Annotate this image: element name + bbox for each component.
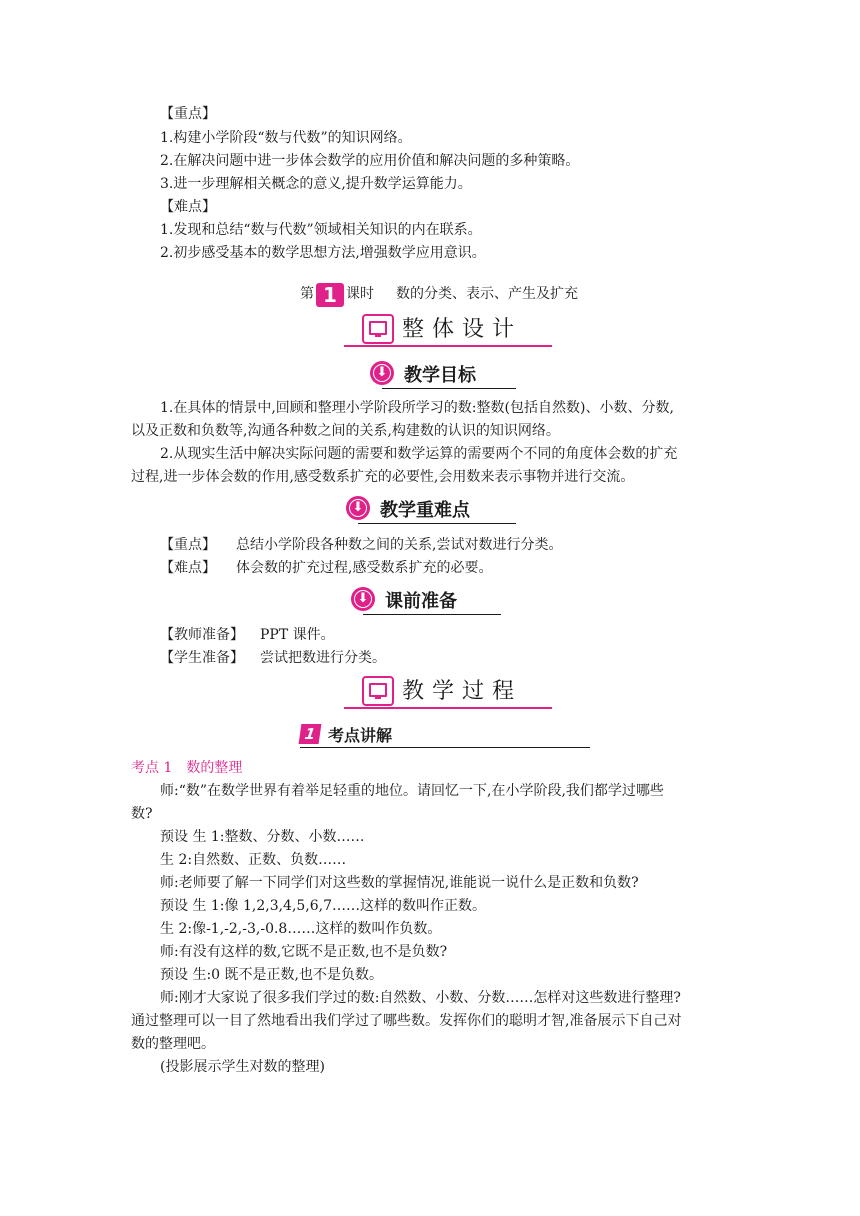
key-focus-row xyxy=(160,535,562,555)
teacher-prep-row xyxy=(160,625,335,645)
process-line-4: 生 2:自然数、正数、负数…… xyxy=(160,852,347,868)
process-line-10: 师:刚才大家说了很多我们学过的数:自然数、小数、分数……怎样对这些数进行整理? xyxy=(160,990,681,1006)
subsection-goals xyxy=(370,361,520,391)
subsection-title: 教学目标 xyxy=(404,365,476,386)
process-line-6: 预设 生 1:像 1,2,3,4,5,6,7……这样的数叫作正数。 xyxy=(160,898,487,914)
focus-title: 【重点】 xyxy=(160,106,216,122)
section-overall-design xyxy=(362,310,562,350)
key-focus-label: 【重点】 xyxy=(160,537,216,553)
down-arrow-circle-icon: ⬇ xyxy=(351,587,375,611)
process-line-5: 师:老师要了解一下同学们对这些数的掌握情况,谁能说一说什么是正数和负数? xyxy=(160,875,639,891)
process-line-3: 预设 生 1:整数、分数、小数…… xyxy=(160,829,365,845)
process-line-9: 预设 生:0 既不是正数,也不是负数。 xyxy=(160,967,383,983)
subsection-preparation xyxy=(351,587,511,617)
section-title: 整体设计 xyxy=(402,317,523,342)
lesson-number-badge: 1 xyxy=(316,283,344,307)
section-divider xyxy=(344,707,552,709)
section-teaching-process xyxy=(362,672,562,712)
goal-line-4: 过程,进一步体会数的作用,感受数系扩充的必要性,会用数来表示事物并进行交流。 xyxy=(131,469,635,485)
key-difficulty-text: 体会数的扩充过程,感受数系扩充的必要。 xyxy=(236,560,493,576)
focus-item-1: 1.构建小学阶段“数与代数”的知识网络。 xyxy=(160,130,412,146)
subsection-key-points xyxy=(346,496,526,526)
goal-line-2: 以及正数和负数等,沟通各种数之间的关系,构建数的认识的知识网络。 xyxy=(131,423,560,439)
point-title: 考点 1 数的整理 xyxy=(131,760,243,776)
goal-line-1: 1.在具体的情景中,回顾和整理小学阶段所学习的数:整数(包括自然数)、小数、分数, xyxy=(160,400,674,416)
lesson-topic: 数的分类、表示、产生及扩充 xyxy=(396,286,578,302)
process-line-1: 师:“数”在数学世界有着举足轻重的地位。请回忆一下,在小学阶段,我们都学过哪些 xyxy=(160,783,664,799)
down-arrow-circle-icon: ⬇ xyxy=(346,496,370,520)
subsection-underline xyxy=(382,388,516,389)
process-line-13: (投影展示学生对数的整理) xyxy=(160,1059,325,1075)
monitor-icon xyxy=(362,676,394,706)
subsection-underline xyxy=(358,523,516,524)
subsection-underline xyxy=(363,614,501,615)
goal-line-3: 2.从现实生活中解决实际问题的需要和数学运算的需要两个不同的角度体会数的扩充 xyxy=(160,446,678,462)
monitor-icon xyxy=(362,314,394,344)
key-points-title: 考点讲解 xyxy=(328,726,393,745)
process-line-7: 生 2:像-1,-2,-3,-0.8……这样的数叫作负数。 xyxy=(160,921,442,937)
key-points-underline xyxy=(300,747,590,748)
teacher-prep-label: 【教师准备】 xyxy=(160,627,244,643)
student-prep-row xyxy=(160,648,386,668)
key-points-badge: 1 xyxy=(299,724,322,744)
key-points-heading xyxy=(300,722,590,748)
focus-item-2: 2.在解决问题中进一步体会数学的应用价值和解决问题的多种策略。 xyxy=(160,153,580,169)
section-divider xyxy=(344,345,552,347)
focus-item-3: 3.进一步理解相关概念的意义,提升数学运算能力。 xyxy=(160,176,472,192)
difficulty-item-1: 1.发现和总结“数与代数”领域相关知识的内在联系。 xyxy=(160,222,482,238)
key-difficulty-row xyxy=(160,558,492,578)
difficulty-title: 【难点】 xyxy=(160,199,216,215)
process-line-8: 师:有没有这样的数,它既不是正数,也不是负数? xyxy=(160,944,448,960)
lesson-prefix: 第 xyxy=(300,286,314,302)
lesson-title xyxy=(300,283,578,307)
teacher-prep-text: PPT 课件。 xyxy=(260,627,335,643)
section-title: 教学过程 xyxy=(402,679,523,704)
process-line-2: 数? xyxy=(131,806,153,822)
subsection-title: 课前准备 xyxy=(385,591,457,612)
difficulty-item-2: 2.初步感受基本的数学思想方法,增强数学应用意识。 xyxy=(160,245,486,261)
subsection-title: 教学重难点 xyxy=(380,500,470,521)
process-line-12: 数的整理吧。 xyxy=(131,1036,215,1052)
key-focus-text: 总结小学阶段各种数之间的关系,尝试对数进行分类。 xyxy=(236,537,563,553)
student-prep-text: 尝试把数进行分类。 xyxy=(260,650,386,666)
lesson-suffix: 课时 xyxy=(346,286,374,302)
key-difficulty-label: 【难点】 xyxy=(160,560,216,576)
student-prep-label: 【学生准备】 xyxy=(160,650,244,666)
down-arrow-circle-icon: ⬇ xyxy=(370,361,394,385)
process-line-11: 通过整理可以一目了然地看出我们学过了哪些数。发挥你们的聪明才智,准备展示下自己对 xyxy=(131,1013,682,1029)
